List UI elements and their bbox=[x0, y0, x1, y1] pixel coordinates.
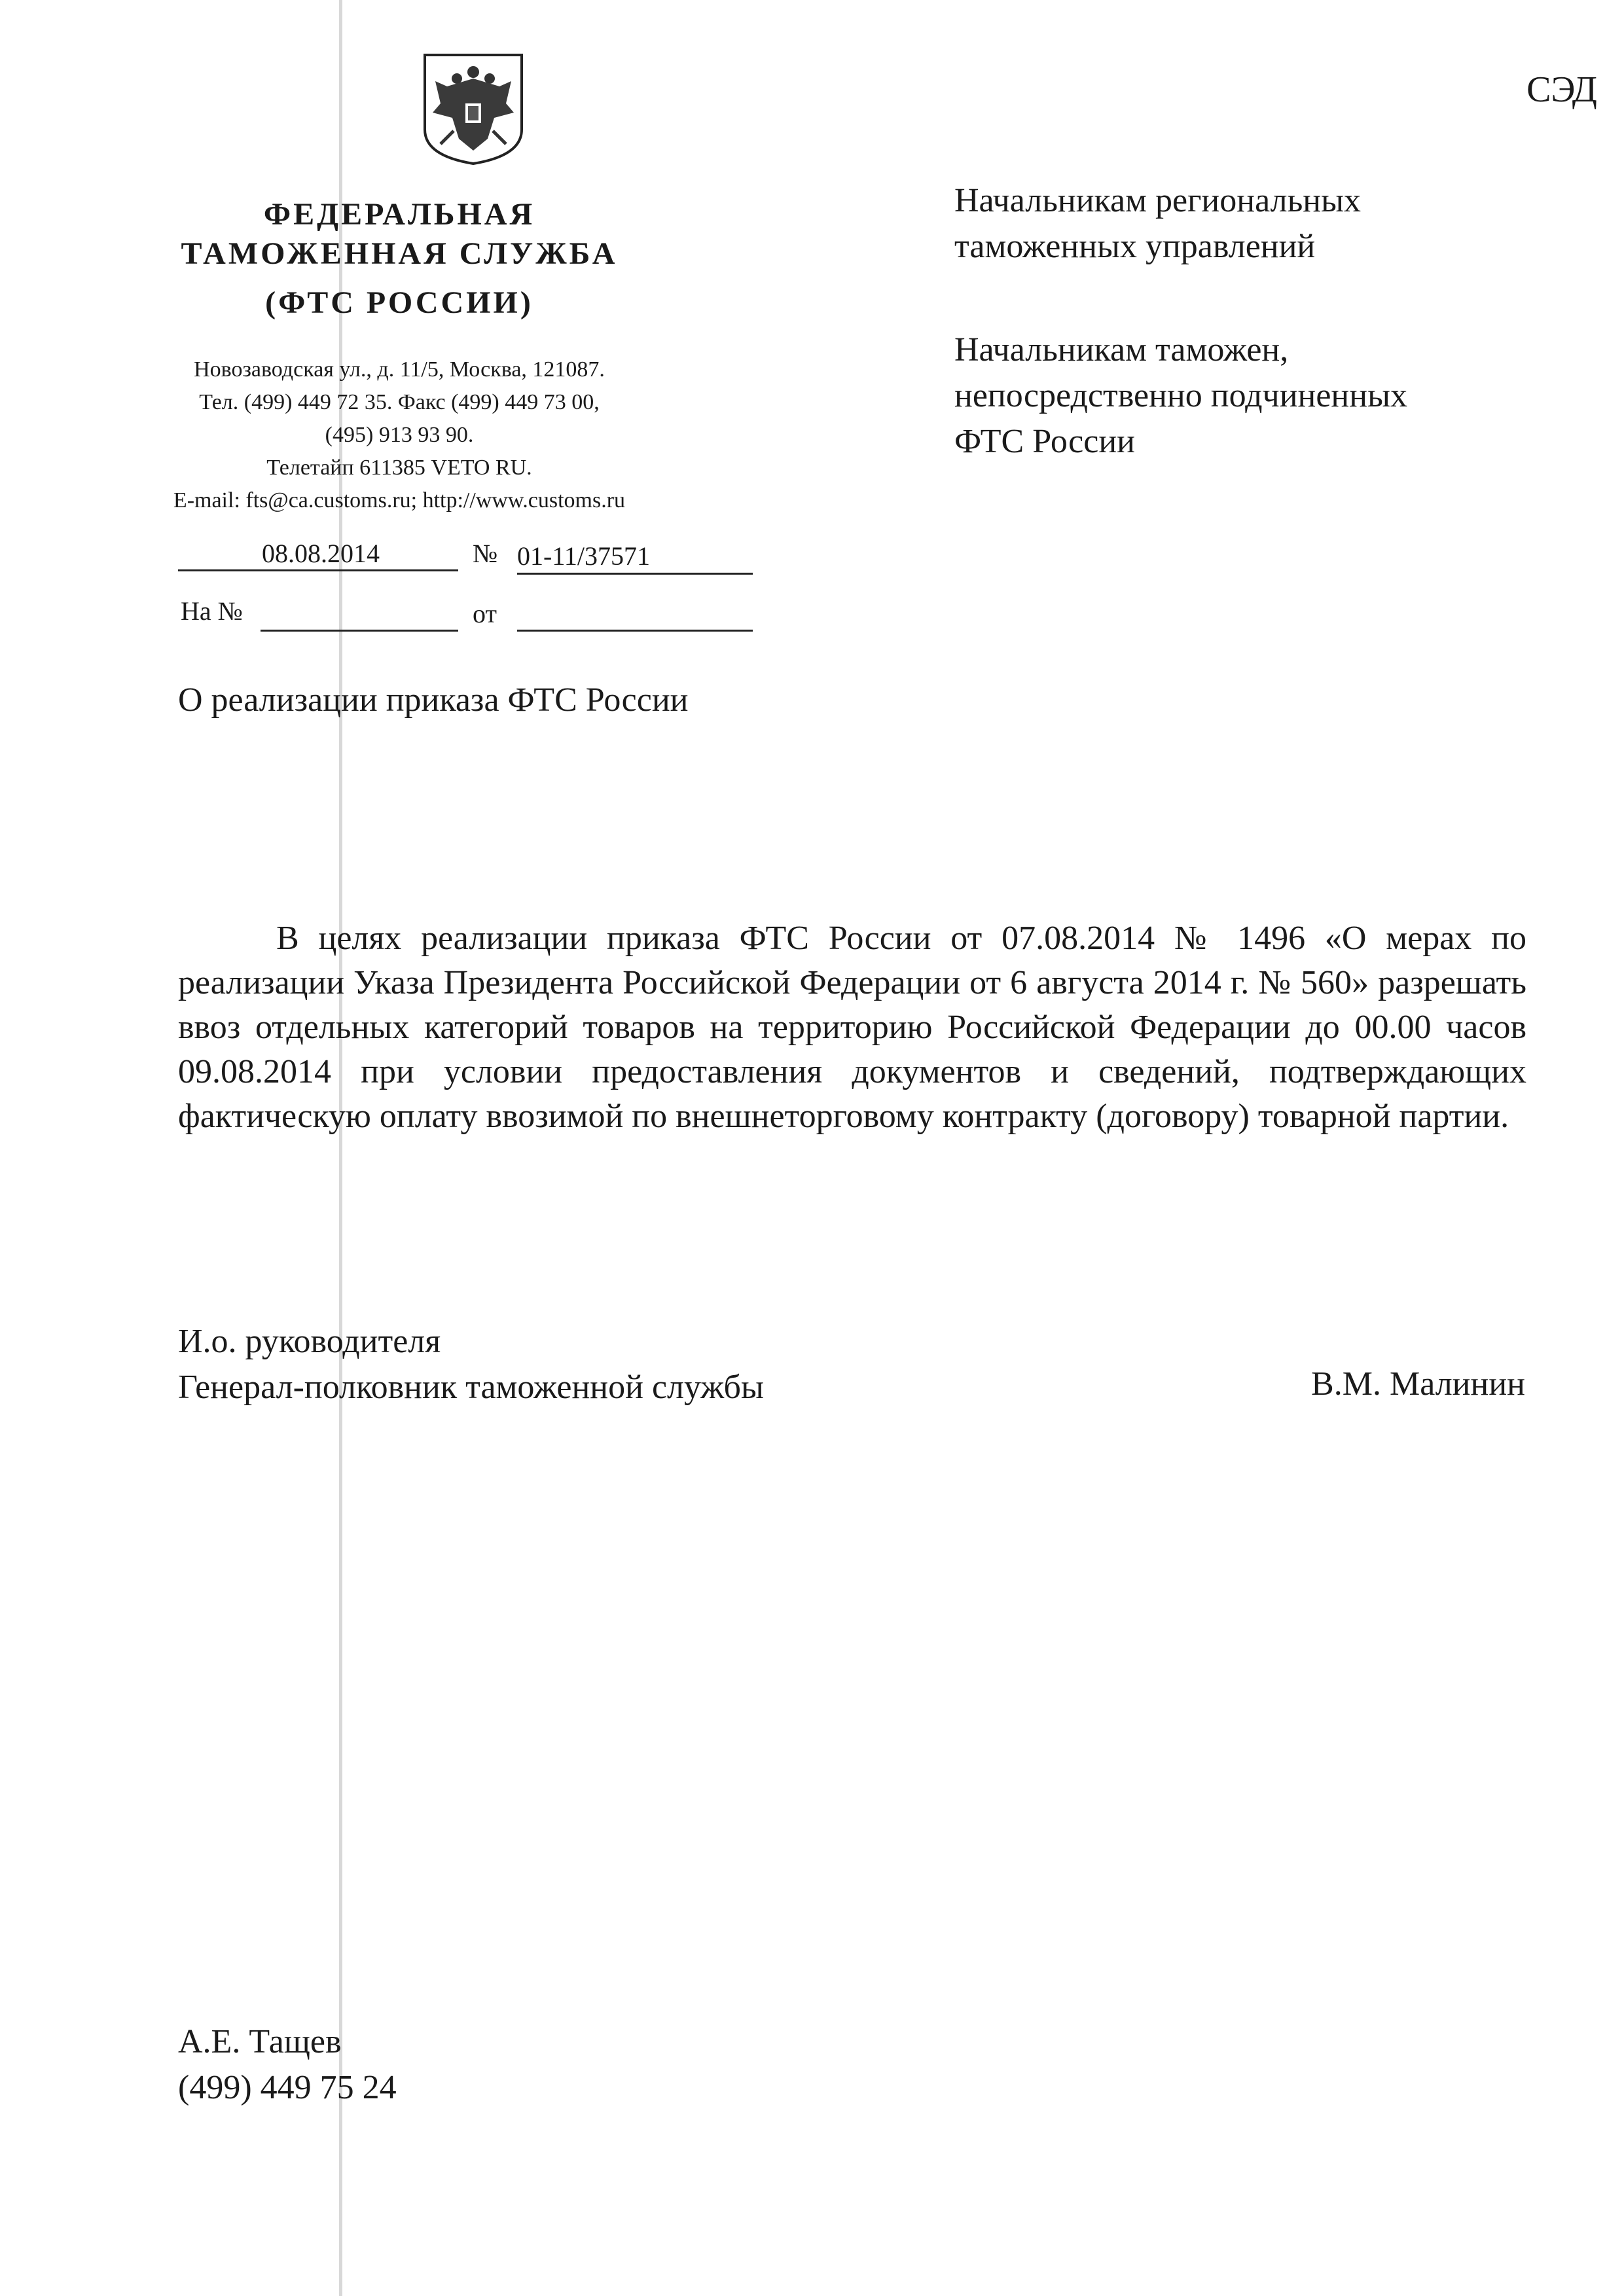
signatory-position bbox=[178, 1319, 964, 1410]
address-line4: Телетайп 611385 VETO RU. bbox=[266, 456, 532, 480]
org-name-line1: ФЕДЕРАЛЬНАЯ bbox=[263, 197, 535, 232]
signatory-position-line: И.о. руководителя bbox=[178, 1323, 441, 1360]
letter-body: В целях реализации приказа ФТС России от 07.08.2014 № 1496 «О мерах по реализации Указа Президента Российской Федерации от 6 августа 2014 г. № 560» разрешать ввоз отдельных категорий товаров на территорию Российской Федерации до 00.00 часов 09.08.2014 при условии предоставления документов и сведений, подтверждающих фактическую оплату ввозимой по внешнеторговому контракту (договору) товарной партии. bbox=[178, 920, 1526, 1135]
signatory-position-line: Генерал-полковник таможенной службы bbox=[178, 1369, 764, 1406]
org-name-line2: ТАМОЖЕННАЯ СЛУЖБА bbox=[181, 236, 618, 271]
address-line5: E-mail: fts@ca.customs.ru; http://www.customs.ru bbox=[173, 488, 626, 512]
executor-phone: (499) 449 75 24 bbox=[178, 2069, 397, 2106]
reply-number-underline bbox=[261, 630, 458, 632]
executor-block bbox=[178, 2019, 767, 2111]
sed-marker: СЭД bbox=[1526, 69, 1597, 110]
recipient-block-1 bbox=[954, 178, 1543, 270]
reply-date-underline bbox=[517, 630, 753, 632]
reply-date-label: от bbox=[473, 599, 497, 628]
number-underline bbox=[517, 573, 753, 575]
scan-artifact-line bbox=[339, 0, 342, 2296]
registration-number: 01-11/37571 bbox=[517, 541, 650, 571]
recipient-line: ФТС России bbox=[954, 423, 1135, 460]
date-underline bbox=[178, 569, 458, 571]
recipient-line: таможенных управлений bbox=[954, 228, 1316, 265]
reply-number-label: На № bbox=[181, 596, 243, 626]
recipient-block-2 bbox=[954, 327, 1543, 465]
signatory-name: В.М. Малинин bbox=[1311, 1365, 1525, 1403]
address-line3: (495) 913 93 90. bbox=[325, 423, 474, 447]
coat-of-arms-emblem-icon bbox=[421, 52, 526, 166]
recipient-line: Начальникам региональных bbox=[954, 182, 1362, 219]
address-line1: Новозаводская ул., д. 11/5, Москва, 121087. bbox=[194, 357, 605, 382]
registration-date: 08.08.2014 bbox=[262, 539, 380, 568]
number-label: № bbox=[473, 539, 498, 568]
address-line2: Тел. (499) 449 72 35. Факс (499) 449 73 00, bbox=[199, 390, 600, 414]
recipient-line: непосредственно подчиненных bbox=[954, 377, 1408, 414]
letter-subject: О реализации приказа ФТС России bbox=[178, 681, 689, 719]
executor-name: А.Е. Тащев bbox=[178, 2023, 342, 2060]
org-name-line3: (ФТС РОССИИ) bbox=[265, 285, 533, 320]
recipient-line: Начальникам таможен, bbox=[954, 331, 1289, 368]
